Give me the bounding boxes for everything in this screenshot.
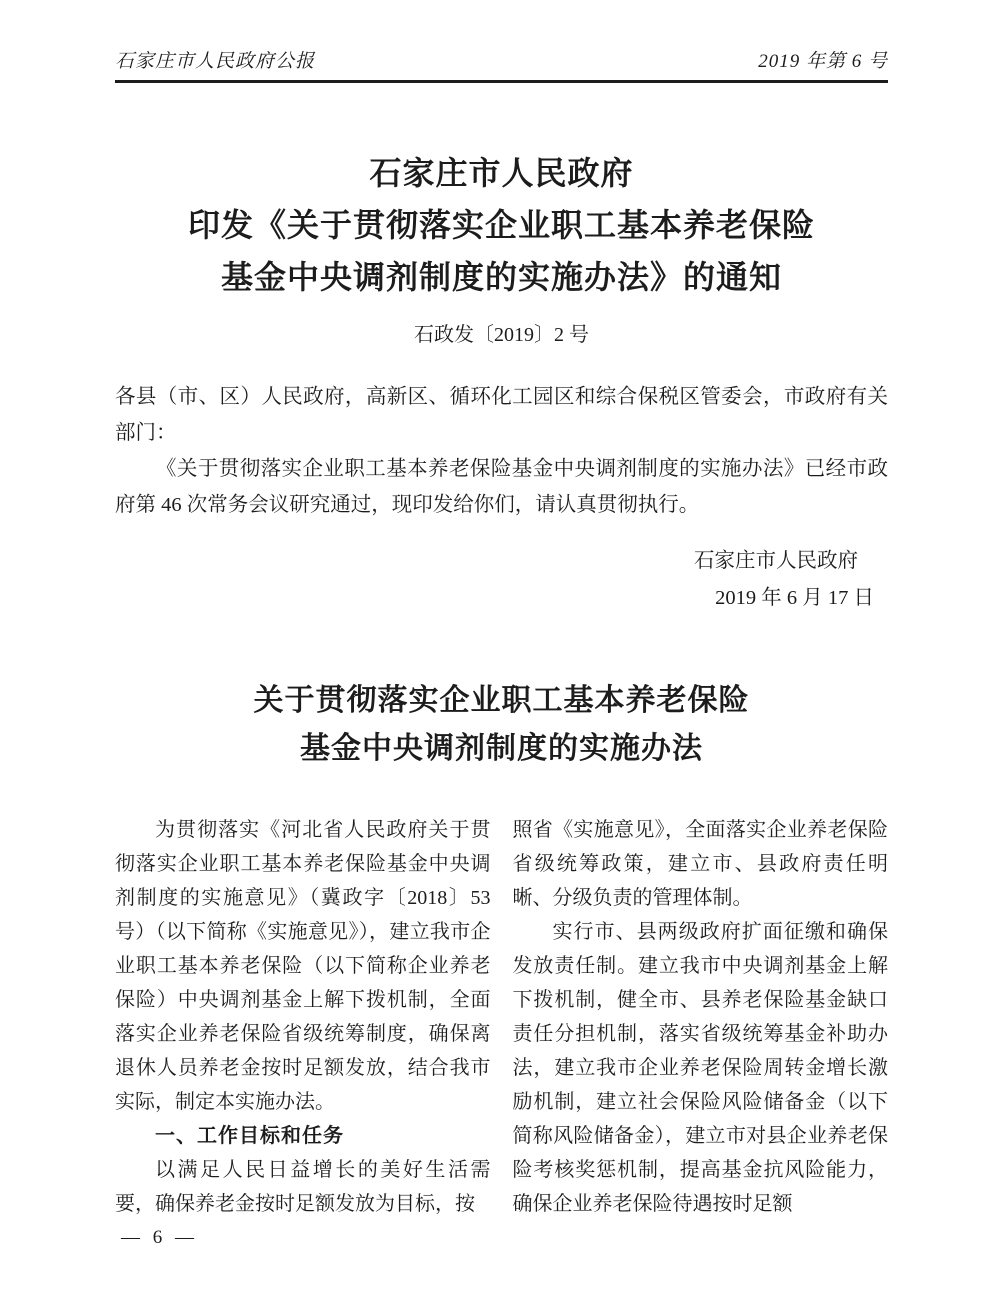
- measures-paragraph-1: 为贯彻落实《河北省人民政府关于贯彻落实企业职工基本养老保险基金中央调剂制度的实施意见》（冀政字〔2018〕53 号）（以下简称《实施意见》），建立我市企业职工基本养老保险（以下简称企业养老保险）中央调剂基金上解下拨机制，全面落实企业养老保险省级统筹制度，确保离退休人员养老金按时足额发放，结合我市实际，制定本实施办法。: [115, 819, 491, 1113]
- section-heading-1: 一、工作目标和任务: [155, 1125, 344, 1147]
- notice-title: [115, 147, 888, 303]
- measures-title: [115, 677, 888, 773]
- left-column: [115, 813, 491, 1221]
- document-number: 石政发〔2019〕2 号: [414, 324, 589, 346]
- notice-paragraph: 《关于贯彻落实企业职工基本养老保险基金中央调剂制度的实施办法》已经市政府第 46 次常务会议研究通过，现印发给你们，请认真贯彻执行。: [115, 458, 888, 516]
- notice-title-line-3: 基金中央调剂制度的实施办法》的通知: [220, 259, 782, 295]
- two-column-text: [115, 813, 888, 1221]
- gazette-name: 石家庄市人民政府公报: [115, 51, 316, 72]
- measures-paragraph-3: 实行市、县两级政府扩面征缴和确保发放责任制。建立我市中央调剂基金上解下拨机制，健全市、县养老保险基金缺口责任分担机制，落实省级统筹基金补助办法，建立我市企业养老保险周转金增长激励机制，建立社会保险风险储备金（以下简称风险储备金），建立市对县企业养老保险考核奖惩机制，提高基金抗风险能力，确保企业养老保险待遇按时足额: [512, 921, 888, 1215]
- sign-date: 2019 年 6 月 17 日: [715, 587, 874, 609]
- signer-name: 石家庄市人民政府: [694, 550, 858, 572]
- notice-body: [115, 379, 888, 523]
- signature-block: [115, 543, 888, 617]
- issue-number: 2019 年第 6 号: [758, 51, 888, 72]
- page-number: — 6 —: [121, 1227, 198, 1248]
- notice-title-line-1: 石家庄市人民政府: [369, 155, 634, 191]
- notice-title-line-2: 印发《关于贯彻落实企业职工基本养老保险: [187, 207, 815, 243]
- salutation: 各县（市、区）人民政府，高新区、循环化工园区和综合保税区管委会，市政府有关部门：: [115, 386, 888, 444]
- measures-title-line-1: 关于贯彻落实企业职工基本养老保险: [253, 684, 750, 717]
- right-column: [513, 813, 889, 1221]
- measures-title-line-2: 基金中央调剂制度的实施办法: [300, 732, 703, 765]
- measures-paragraph-2: 以满足人民日益增长的美好生活需要，确保养老金按时足额发放为目标，按: [115, 1159, 491, 1215]
- page-header: [115, 0, 888, 83]
- measures-paragraph-2-continued: 照省《实施意见》，全面落实企业养老保险省级统筹政策，建立市、县政府责任明晰、分级负责的管理体制。: [512, 819, 888, 909]
